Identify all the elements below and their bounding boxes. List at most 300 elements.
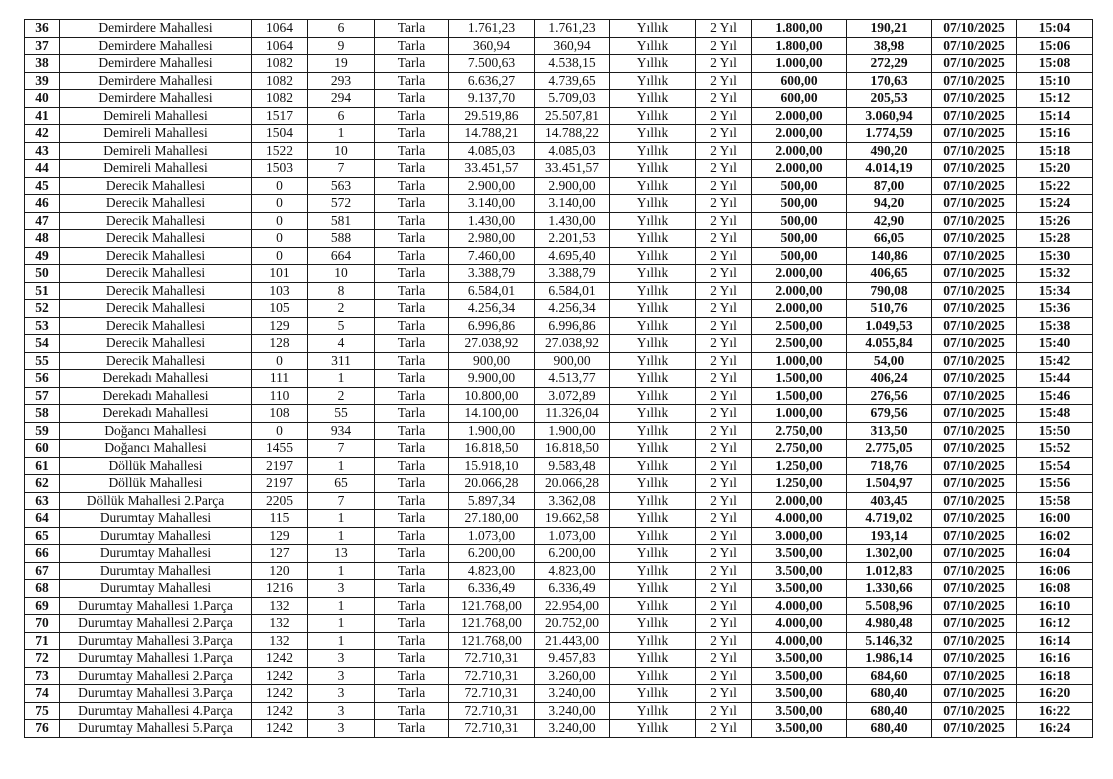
- estimated-price-cell: 2.000,00: [752, 107, 847, 125]
- row-number-cell: 49: [25, 247, 60, 265]
- estimated-price-cell: 2.000,00: [752, 125, 847, 143]
- neighborhood-cell: Durumtay Mahallesi: [60, 527, 252, 545]
- payment-period-cell: Yıllık: [610, 55, 696, 73]
- parcel-no-cell: 3: [308, 685, 375, 703]
- payment-period-cell: Yıllık: [610, 90, 696, 108]
- row-number-cell: 48: [25, 230, 60, 248]
- payment-period-cell: Yıllık: [610, 142, 696, 160]
- rented-area-cell: 4.513,77: [535, 370, 610, 388]
- deposit-cell: 4.014,19: [847, 160, 932, 178]
- land-type-cell: Tarla: [375, 475, 449, 493]
- tender-date-cell: 07/10/2025: [932, 440, 1017, 458]
- tender-time-cell: 16:14: [1017, 632, 1093, 650]
- parcel-no-cell: 8: [308, 282, 375, 300]
- tender-date-cell: 07/10/2025: [932, 597, 1017, 615]
- deposit-cell: 2.775,05: [847, 440, 932, 458]
- estimated-price-cell: 2.000,00: [752, 492, 847, 510]
- table-row: [25, 580, 1093, 598]
- row-number-cell: 65: [25, 527, 60, 545]
- block-no-cell: 0: [252, 352, 308, 370]
- row-number-cell: 76: [25, 720, 60, 738]
- row-number-cell: 60: [25, 440, 60, 458]
- tender-time-cell: 15:18: [1017, 142, 1093, 160]
- estimated-price-cell: 2.750,00: [752, 422, 847, 440]
- parcel-no-cell: 7: [308, 440, 375, 458]
- block-no-cell: 120: [252, 562, 308, 580]
- tender-date-cell: 07/10/2025: [932, 300, 1017, 318]
- deposit-cell: 276,56: [847, 387, 932, 405]
- tender-time-cell: 16:00: [1017, 510, 1093, 528]
- table-row: [25, 72, 1093, 90]
- payment-period-cell: Yıllık: [610, 702, 696, 720]
- estimated-price-cell: 1.500,00: [752, 370, 847, 388]
- land-type-cell: Tarla: [375, 545, 449, 563]
- payment-period-cell: Yıllık: [610, 125, 696, 143]
- lease-term-cell: 2 Yıl: [696, 335, 752, 353]
- deposit-cell: 684,60: [847, 667, 932, 685]
- neighborhood-cell: Doğancı Mahallesi: [60, 440, 252, 458]
- deposit-cell: 190,21: [847, 20, 932, 38]
- payment-period-cell: Yıllık: [610, 317, 696, 335]
- table-row: [25, 335, 1093, 353]
- parcel-no-cell: 3: [308, 580, 375, 598]
- table-row: [25, 37, 1093, 55]
- rented-area-cell: 11.326,04: [535, 405, 610, 423]
- estimated-price-cell: 1.800,00: [752, 20, 847, 38]
- land-type-cell: Tarla: [375, 387, 449, 405]
- tender-date-cell: 07/10/2025: [932, 125, 1017, 143]
- parcel-no-cell: 1: [308, 457, 375, 475]
- tender-time-cell: 16:10: [1017, 597, 1093, 615]
- rented-area-cell: 3.362,08: [535, 492, 610, 510]
- estimated-price-cell: 1.000,00: [752, 55, 847, 73]
- block-no-cell: 0: [252, 212, 308, 230]
- tender-date-cell: 07/10/2025: [932, 160, 1017, 178]
- total-area-cell: 9.900,00: [449, 370, 535, 388]
- lease-term-cell: 2 Yıl: [696, 282, 752, 300]
- rented-area-cell: 6.584,01: [535, 282, 610, 300]
- estimated-price-cell: 3.500,00: [752, 650, 847, 668]
- tender-time-cell: 15:22: [1017, 177, 1093, 195]
- payment-period-cell: Yıllık: [610, 37, 696, 55]
- estimated-price-cell: 600,00: [752, 72, 847, 90]
- neighborhood-cell: Doğancı Mahallesi: [60, 422, 252, 440]
- tender-time-cell: 15:38: [1017, 317, 1093, 335]
- neighborhood-cell: Demirdere Mahallesi: [60, 20, 252, 38]
- row-number-cell: 51: [25, 282, 60, 300]
- parcel-no-cell: 65: [308, 475, 375, 493]
- lease-term-cell: 2 Yıl: [696, 142, 752, 160]
- deposit-cell: 1.504,97: [847, 475, 932, 493]
- rented-area-cell: 2.201,53: [535, 230, 610, 248]
- row-number-cell: 66: [25, 545, 60, 563]
- payment-period-cell: Yıllık: [610, 440, 696, 458]
- total-area-cell: 14.788,21: [449, 125, 535, 143]
- lease-term-cell: 2 Yıl: [696, 107, 752, 125]
- parcel-no-cell: 294: [308, 90, 375, 108]
- table-row: [25, 667, 1093, 685]
- deposit-cell: 406,65: [847, 265, 932, 283]
- estimated-price-cell: 4.000,00: [752, 597, 847, 615]
- lease-term-cell: 2 Yıl: [696, 212, 752, 230]
- payment-period-cell: Yıllık: [610, 212, 696, 230]
- land-type-cell: Tarla: [375, 562, 449, 580]
- payment-period-cell: Yıllık: [610, 405, 696, 423]
- rented-area-cell: 6.336,49: [535, 580, 610, 598]
- tender-time-cell: 15:16: [1017, 125, 1093, 143]
- parcel-no-cell: 6: [308, 107, 375, 125]
- total-area-cell: 6.336,49: [449, 580, 535, 598]
- parcel-no-cell: 4: [308, 335, 375, 353]
- land-type-cell: Tarla: [375, 195, 449, 213]
- table-row: [25, 230, 1093, 248]
- tender-date-cell: 07/10/2025: [932, 55, 1017, 73]
- table-row: [25, 370, 1093, 388]
- neighborhood-cell: Derecik Mahallesi: [60, 300, 252, 318]
- land-type-cell: Tarla: [375, 20, 449, 38]
- deposit-cell: 406,24: [847, 370, 932, 388]
- block-no-cell: 2205: [252, 492, 308, 510]
- tender-date-cell: 07/10/2025: [932, 212, 1017, 230]
- neighborhood-cell: Durumtay Mahallesi 2.Parça: [60, 667, 252, 685]
- neighborhood-cell: Derekadı Mahallesi: [60, 370, 252, 388]
- rented-area-cell: 900,00: [535, 352, 610, 370]
- total-area-cell: 7.500,63: [449, 55, 535, 73]
- land-type-cell: Tarla: [375, 142, 449, 160]
- row-number-cell: 71: [25, 632, 60, 650]
- rented-area-cell: 6.200,00: [535, 545, 610, 563]
- estimated-price-cell: 1.250,00: [752, 475, 847, 493]
- payment-period-cell: Yıllık: [610, 527, 696, 545]
- lease-term-cell: 2 Yıl: [696, 177, 752, 195]
- block-no-cell: 2197: [252, 457, 308, 475]
- tender-date-cell: 07/10/2025: [932, 632, 1017, 650]
- tender-date-cell: 07/10/2025: [932, 510, 1017, 528]
- parcel-no-cell: 10: [308, 142, 375, 160]
- tender-date-cell: 07/10/2025: [932, 265, 1017, 283]
- deposit-cell: 5.508,96: [847, 597, 932, 615]
- lease-term-cell: 2 Yıl: [696, 300, 752, 318]
- neighborhood-cell: Döllük Mahallesi 2.Parça: [60, 492, 252, 510]
- tender-time-cell: 16:20: [1017, 685, 1093, 703]
- land-type-cell: Tarla: [375, 212, 449, 230]
- rented-area-cell: 3.240,00: [535, 720, 610, 738]
- parcel-no-cell: 1: [308, 527, 375, 545]
- payment-period-cell: Yıllık: [610, 300, 696, 318]
- neighborhood-cell: Derecik Mahallesi: [60, 317, 252, 335]
- tender-date-cell: 07/10/2025: [932, 492, 1017, 510]
- parcel-no-cell: 3: [308, 667, 375, 685]
- payment-period-cell: Yıllık: [610, 72, 696, 90]
- rented-area-cell: 1.430,00: [535, 212, 610, 230]
- total-area-cell: 10.800,00: [449, 387, 535, 405]
- tender-date-cell: 07/10/2025: [932, 475, 1017, 493]
- neighborhood-cell: Durumtay Mahallesi: [60, 545, 252, 563]
- deposit-cell: 510,76: [847, 300, 932, 318]
- row-number-cell: 62: [25, 475, 60, 493]
- lease-term-cell: 2 Yıl: [696, 230, 752, 248]
- total-area-cell: 72.710,31: [449, 667, 535, 685]
- payment-period-cell: Yıllık: [610, 265, 696, 283]
- tender-list-table: [24, 19, 1093, 738]
- block-no-cell: 110: [252, 387, 308, 405]
- neighborhood-cell: Demireli Mahallesi: [60, 142, 252, 160]
- parcel-no-cell: 5: [308, 317, 375, 335]
- land-type-cell: Tarla: [375, 650, 449, 668]
- tender-date-cell: 07/10/2025: [932, 405, 1017, 423]
- rented-area-cell: 3.240,00: [535, 702, 610, 720]
- block-no-cell: 111: [252, 370, 308, 388]
- tender-date-cell: 07/10/2025: [932, 457, 1017, 475]
- total-area-cell: 3.388,79: [449, 265, 535, 283]
- lease-term-cell: 2 Yıl: [696, 405, 752, 423]
- total-area-cell: 6.996,86: [449, 317, 535, 335]
- neighborhood-cell: Döllük Mahallesi: [60, 457, 252, 475]
- block-no-cell: 1082: [252, 55, 308, 73]
- neighborhood-cell: Durumtay Mahallesi 1.Parça: [60, 650, 252, 668]
- tender-time-cell: 15:10: [1017, 72, 1093, 90]
- total-area-cell: 1.761,23: [449, 20, 535, 38]
- block-no-cell: 0: [252, 422, 308, 440]
- deposit-cell: 54,00: [847, 352, 932, 370]
- deposit-cell: 680,40: [847, 702, 932, 720]
- tender-date-cell: 07/10/2025: [932, 282, 1017, 300]
- lease-term-cell: 2 Yıl: [696, 685, 752, 703]
- table-row: [25, 475, 1093, 493]
- table-row: [25, 247, 1093, 265]
- row-number-cell: 42: [25, 125, 60, 143]
- land-type-cell: Tarla: [375, 160, 449, 178]
- block-no-cell: 1517: [252, 107, 308, 125]
- tender-time-cell: 15:52: [1017, 440, 1093, 458]
- tender-time-cell: 15:34: [1017, 282, 1093, 300]
- block-no-cell: 132: [252, 597, 308, 615]
- tender-date-cell: 07/10/2025: [932, 335, 1017, 353]
- block-no-cell: 2197: [252, 475, 308, 493]
- neighborhood-cell: Derecik Mahallesi: [60, 352, 252, 370]
- total-area-cell: 72.710,31: [449, 685, 535, 703]
- total-area-cell: 16.818,50: [449, 440, 535, 458]
- neighborhood-cell: Derecik Mahallesi: [60, 265, 252, 283]
- land-type-cell: Tarla: [375, 317, 449, 335]
- neighborhood-cell: Durumtay Mahallesi: [60, 580, 252, 598]
- table-row: [25, 317, 1093, 335]
- block-no-cell: 115: [252, 510, 308, 528]
- tender-date-cell: 07/10/2025: [932, 702, 1017, 720]
- neighborhood-cell: Demirdere Mahallesi: [60, 55, 252, 73]
- land-type-cell: Tarla: [375, 702, 449, 720]
- table-row: [25, 265, 1093, 283]
- rented-area-cell: 4.538,15: [535, 55, 610, 73]
- payment-period-cell: Yıllık: [610, 195, 696, 213]
- tender-time-cell: 15:08: [1017, 55, 1093, 73]
- tender-date-cell: 07/10/2025: [932, 527, 1017, 545]
- estimated-price-cell: 2.750,00: [752, 440, 847, 458]
- land-type-cell: Tarla: [375, 247, 449, 265]
- neighborhood-cell: Derekadı Mahallesi: [60, 405, 252, 423]
- payment-period-cell: Yıllık: [610, 545, 696, 563]
- rented-area-cell: 19.662,58: [535, 510, 610, 528]
- tender-time-cell: 15:12: [1017, 90, 1093, 108]
- payment-period-cell: Yıllık: [610, 632, 696, 650]
- parcel-no-cell: 9: [308, 37, 375, 55]
- tender-date-cell: 07/10/2025: [932, 685, 1017, 703]
- estimated-price-cell: 3.500,00: [752, 580, 847, 598]
- block-no-cell: 0: [252, 230, 308, 248]
- tender-date-cell: 07/10/2025: [932, 422, 1017, 440]
- lease-term-cell: 2 Yıl: [696, 72, 752, 90]
- lease-term-cell: 2 Yıl: [696, 370, 752, 388]
- table-row: [25, 212, 1093, 230]
- row-number-cell: 69: [25, 597, 60, 615]
- parcel-no-cell: 664: [308, 247, 375, 265]
- table-row: [25, 632, 1093, 650]
- estimated-price-cell: 2.000,00: [752, 160, 847, 178]
- estimated-price-cell: 600,00: [752, 90, 847, 108]
- tender-time-cell: 15:40: [1017, 335, 1093, 353]
- tender-time-cell: 15:44: [1017, 370, 1093, 388]
- neighborhood-cell: Durumtay Mahallesi 2.Parça: [60, 615, 252, 633]
- total-area-cell: 33.451,57: [449, 160, 535, 178]
- rented-area-cell: 4.085,03: [535, 142, 610, 160]
- payment-period-cell: Yıllık: [610, 597, 696, 615]
- table-row: [25, 650, 1093, 668]
- parcel-no-cell: 6: [308, 20, 375, 38]
- land-type-cell: Tarla: [375, 422, 449, 440]
- table-row: [25, 142, 1093, 160]
- payment-period-cell: Yıllık: [610, 650, 696, 668]
- tender-date-cell: 07/10/2025: [932, 545, 1017, 563]
- tender-date-cell: 07/10/2025: [932, 667, 1017, 685]
- estimated-price-cell: 500,00: [752, 247, 847, 265]
- lease-term-cell: 2 Yıl: [696, 352, 752, 370]
- row-number-cell: 40: [25, 90, 60, 108]
- tender-time-cell: 15:30: [1017, 247, 1093, 265]
- tender-time-cell: 16:22: [1017, 702, 1093, 720]
- neighborhood-cell: Döllük Mahallesi: [60, 475, 252, 493]
- deposit-cell: 38,98: [847, 37, 932, 55]
- parcel-no-cell: 934: [308, 422, 375, 440]
- deposit-cell: 1.330,66: [847, 580, 932, 598]
- payment-period-cell: Yıllık: [610, 457, 696, 475]
- row-number-cell: 64: [25, 510, 60, 528]
- lease-term-cell: 2 Yıl: [696, 20, 752, 38]
- estimated-price-cell: 1.500,00: [752, 387, 847, 405]
- estimated-price-cell: 2.000,00: [752, 142, 847, 160]
- row-number-cell: 38: [25, 55, 60, 73]
- total-area-cell: 121.768,00: [449, 597, 535, 615]
- lease-term-cell: 2 Yıl: [696, 37, 752, 55]
- land-type-cell: Tarla: [375, 177, 449, 195]
- rented-area-cell: 5.709,03: [535, 90, 610, 108]
- parcel-no-cell: 13: [308, 545, 375, 563]
- total-area-cell: 4.085,03: [449, 142, 535, 160]
- estimated-price-cell: 2.500,00: [752, 335, 847, 353]
- tender-date-cell: 07/10/2025: [932, 20, 1017, 38]
- estimated-price-cell: 3.500,00: [752, 720, 847, 738]
- lease-term-cell: 2 Yıl: [696, 440, 752, 458]
- tender-time-cell: 15:36: [1017, 300, 1093, 318]
- block-no-cell: 1064: [252, 37, 308, 55]
- rented-area-cell: 3.140,00: [535, 195, 610, 213]
- total-area-cell: 15.918,10: [449, 457, 535, 475]
- table-row: [25, 107, 1093, 125]
- table-row: [25, 422, 1093, 440]
- rented-area-cell: 1.761,23: [535, 20, 610, 38]
- parcel-no-cell: 293: [308, 72, 375, 90]
- tender-time-cell: 15:28: [1017, 230, 1093, 248]
- lease-term-cell: 2 Yıl: [696, 562, 752, 580]
- rented-area-cell: 4.695,40: [535, 247, 610, 265]
- land-type-cell: Tarla: [375, 37, 449, 55]
- rented-area-cell: 9.583,48: [535, 457, 610, 475]
- table-row: [25, 55, 1093, 73]
- tender-time-cell: 15:06: [1017, 37, 1093, 55]
- payment-period-cell: Yıllık: [610, 685, 696, 703]
- parcel-no-cell: 311: [308, 352, 375, 370]
- tender-time-cell: 16:24: [1017, 720, 1093, 738]
- rented-area-cell: 20.066,28: [535, 475, 610, 493]
- deposit-cell: 4.055,84: [847, 335, 932, 353]
- land-type-cell: Tarla: [375, 107, 449, 125]
- block-no-cell: 1503: [252, 160, 308, 178]
- lease-term-cell: 2 Yıl: [696, 317, 752, 335]
- row-number-cell: 46: [25, 195, 60, 213]
- tender-date-cell: 07/10/2025: [932, 387, 1017, 405]
- table-row: [25, 20, 1093, 38]
- total-area-cell: 72.710,31: [449, 650, 535, 668]
- tender-time-cell: 15:26: [1017, 212, 1093, 230]
- neighborhood-cell: Derecik Mahallesi: [60, 282, 252, 300]
- land-type-cell: Tarla: [375, 720, 449, 738]
- land-type-cell: Tarla: [375, 335, 449, 353]
- block-no-cell: 132: [252, 632, 308, 650]
- land-type-cell: Tarla: [375, 527, 449, 545]
- total-area-cell: 27.038,92: [449, 335, 535, 353]
- total-area-cell: 29.519,86: [449, 107, 535, 125]
- estimated-price-cell: 500,00: [752, 230, 847, 248]
- table-row: [25, 492, 1093, 510]
- row-number-cell: 63: [25, 492, 60, 510]
- block-no-cell: 129: [252, 317, 308, 335]
- parcel-no-cell: 1: [308, 510, 375, 528]
- block-no-cell: 1504: [252, 125, 308, 143]
- estimated-price-cell: 500,00: [752, 212, 847, 230]
- deposit-cell: 42,90: [847, 212, 932, 230]
- parcel-no-cell: 1: [308, 370, 375, 388]
- tender-time-cell: 16:08: [1017, 580, 1093, 598]
- tender-time-cell: 16:18: [1017, 667, 1093, 685]
- neighborhood-cell: Durumtay Mahallesi: [60, 510, 252, 528]
- row-number-cell: 45: [25, 177, 60, 195]
- tender-date-cell: 07/10/2025: [932, 247, 1017, 265]
- parcel-no-cell: 3: [308, 720, 375, 738]
- rented-area-cell: 21.443,00: [535, 632, 610, 650]
- tender-time-cell: 15:58: [1017, 492, 1093, 510]
- lease-term-cell: 2 Yıl: [696, 457, 752, 475]
- land-type-cell: Tarla: [375, 370, 449, 388]
- row-number-cell: 43: [25, 142, 60, 160]
- neighborhood-cell: Durumtay Mahallesi 5.Parça: [60, 720, 252, 738]
- total-area-cell: 121.768,00: [449, 615, 535, 633]
- total-area-cell: 1.430,00: [449, 212, 535, 230]
- row-number-cell: 55: [25, 352, 60, 370]
- neighborhood-cell: Durumtay Mahallesi: [60, 562, 252, 580]
- block-no-cell: 1082: [252, 72, 308, 90]
- land-type-cell: Tarla: [375, 440, 449, 458]
- neighborhood-cell: Demireli Mahallesi: [60, 107, 252, 125]
- block-no-cell: 105: [252, 300, 308, 318]
